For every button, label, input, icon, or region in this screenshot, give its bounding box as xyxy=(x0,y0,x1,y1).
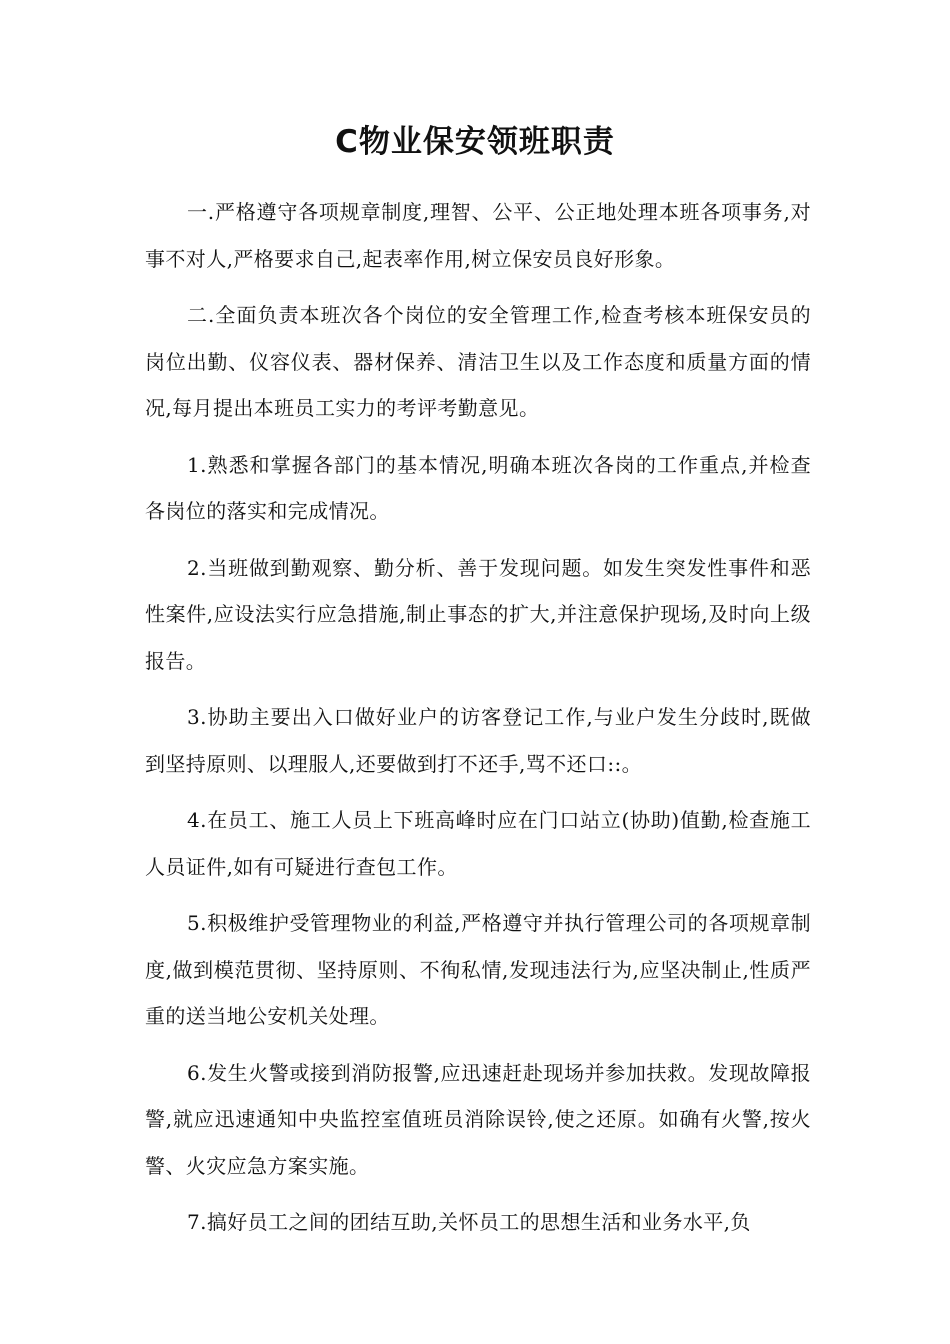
paragraph-8: 6.发生火警或接到消防报警,应迅速赶赴现场并参加扶救。发现故障报警,就应迅速通知中央监控室值班员消除误铃,使之还原。如确有火警,按火警、火灾应急方案实施。 xyxy=(145,1060,811,1178)
paragraph-5: 3.协助主要出入口做好业户的访客登记工作,与业户发生分歧时,既做到坚持原则、以理服人,还要做到打不还手,骂不还口::。 xyxy=(145,705,811,776)
document-title: C物业保安领班职责 xyxy=(335,124,615,160)
paragraph-7: 5.积极维护受管理物业的利益,严格遵守并执行管理公司的各项规章制度,做到模范贯彻、坚持原则、不徇私情,发现违法行为,应坚决制止,性质严重的送当地公安机关处理。 xyxy=(145,911,811,1028)
document-body xyxy=(145,189,811,1256)
paragraph-9: 7.搞好员工之间的团结互助,关怀员工的思想生活和业务水平,负 xyxy=(187,1210,751,1234)
paragraph-2: 二.全面负责本班次各个岗位的安全管理工作,检查考核本班保安员的岗位出勤、仪容仪表、器材保养、清洁卫生以及工作态度和质量方面的情况,每月提出本班员工实力的考评考勤意见。 xyxy=(145,303,811,420)
paragraph-4: 2.当班做到勤观察、勤分析、善于发现问题。如发生突发性事件和恶性案件,应设法实行应急措施,制止事态的扩大,并注意保护现场,及时向上级报告。 xyxy=(145,555,811,673)
paragraph-3: 1.熟悉和掌握各部门的基本情况,明确本班次各岗的工作重点,并检查各岗位的落实和完成情况。 xyxy=(145,452,811,523)
paragraph-6: 4.在员工、施工人员上下班高峰时应在门口站立(协助)值勤,检查施工人员证件,如有可疑进行查包工作。 xyxy=(145,808,811,879)
paragraph-1: 一.严格遵守各项规章制度,理智、公平、公正地处理本班各项事务,对事不对人,严格要求自己,起表率作用,树立保安员良好形象。 xyxy=(145,200,811,271)
